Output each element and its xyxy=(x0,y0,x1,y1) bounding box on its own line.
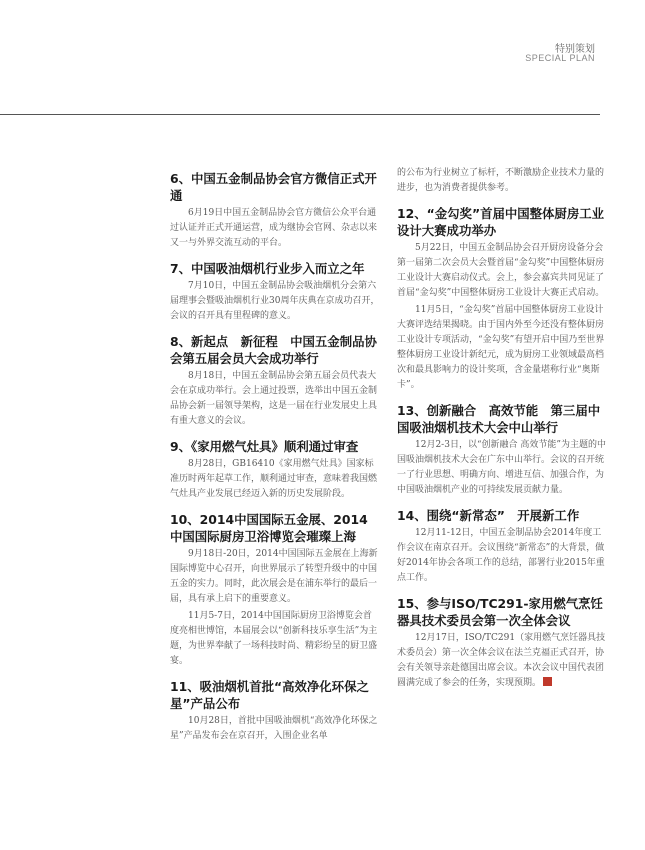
left-column xyxy=(170,170,380,753)
news-paragraph: 12月17日，ISO/TC291（家用燃气烹饪器具技术委员会）第一次全体会议在法兰克福正式召开，协会有关领导亲赴德国出席会议。本次会议中国代表团圆满完成了参会的任务，实现预期。 xyxy=(397,633,606,688)
news-item-7 xyxy=(170,260,380,324)
news-paragraph: 6月19日中国五金制品协会官方微信公众平台通过认证并正式开通运营，成为继协会官网、杂志以来又一与外界交流互动的平台。 xyxy=(170,208,378,248)
section-label-en: SPECIAL PLAN xyxy=(525,53,595,63)
news-title: 12、“金勾奖”首届中国整体厨房工业设计大赛成功举办 xyxy=(397,206,604,238)
news-item-11-continued xyxy=(397,166,607,196)
news-title: 10、2014中国国际五金展、2014中国国际厨房卫浴博览会璀璨上海 xyxy=(170,512,368,544)
news-paragraph: 12月2-3日，以“创新融合 高效节能”为主题的中国吸油烟机技术大会在广东中山举行。会议的召开统一了行业思想、明确方向、增进互信、加强合作，为中国吸油烟机产业的可持续发展贡献力量。 xyxy=(397,440,607,495)
news-title: 15、参与ISO/TC291-家用燃气烹饪器具技术委员会第一次全体会议 xyxy=(397,596,603,628)
news-item-11 xyxy=(170,678,380,744)
news-paragraph: 8月28日，GB16410《家用燃气灶具》国家标准历时两年起草工作，顺利通过审查，意味着我国燃气灶具产业发展已经迈入新的历史发展阶段。 xyxy=(170,459,378,499)
news-item-13 xyxy=(397,402,607,498)
news-title: 13、创新融合 高效节能 第三届中国吸油烟机技术大会中山举行 xyxy=(397,403,601,435)
section-label-cn: 特别策划 xyxy=(555,44,595,55)
news-title: 14、围绕“新常态” 开展新工作 xyxy=(397,508,580,523)
right-column xyxy=(397,166,607,700)
news-title: 6、中国五金制品协会官方微信正式开通 xyxy=(170,171,377,203)
news-item-6 xyxy=(170,170,380,251)
news-paragraph: 11月5-7日，2014中国国际厨房卫浴博览会首度亮相世博馆，本届展会以“创新科技乐享生活”为主题，为世界奉献了一场科技时尚、精彩纷呈的厨卫盛宴。 xyxy=(170,611,378,666)
news-paragraph-continued: 的公布为行业树立了标杆，不断激励企业技术力量的进步，也为消费者提供参考。 xyxy=(397,168,605,193)
news-paragraph: 12月11-12日，中国五金制品协会2014年度工作会议在南京召开。会议围绕“新常态”的大背景，做好2014年协会各项工作的总结，部署行业2015年重点工作。 xyxy=(397,528,605,583)
news-paragraph: 10月28日，首批中国吸油烟机“高效净化环保之星”产品发布会在京召开，入围企业名单 xyxy=(170,716,378,741)
news-item-15 xyxy=(397,595,607,691)
news-item-8 xyxy=(170,333,380,429)
news-title: 7、中国吸油烟机行业步入而立之年 xyxy=(170,261,365,276)
news-title: 8、新起点 新征程 中国五金制品协会第五届会员大会成功举行 xyxy=(170,334,377,366)
news-paragraph: 9月18日-20日，2014中国国际五金展在上海新国际博览中心召开，向世界展示了转型升级中的中国五金的实力。同时，此次展会是在浦东举行的最后一届，具有承上启下的重要意义。 xyxy=(170,549,378,604)
news-title: 11、吸油烟机首批“高效净化环保之星”产品公布 xyxy=(170,679,369,711)
end-mark-icon xyxy=(543,677,552,686)
news-title: 9、《家用燃气灶具》顺利通过审查 xyxy=(170,439,359,454)
news-item-9 xyxy=(170,438,380,502)
news-paragraph: 8月18日，中国五金制品协会第五届会员代表大会在京成功举行。会上通过投票，选举出中国五金制品协会新一届领导架构，这是一届在行业发展史上具有重大意义的会议。 xyxy=(170,371,378,426)
header-divider xyxy=(0,114,600,115)
news-item-14 xyxy=(397,507,607,586)
news-paragraph: 7月10日，中国五金制品协会吸油烟机分会第六届理事会暨吸油烟机行业30周年庆典在京成功召开，会议的召开具有里程碑的意义。 xyxy=(170,281,380,321)
news-item-12 xyxy=(397,205,607,393)
news-paragraph: 11月5日，“金勾奖”首届中国整体厨房工业设计大赛评选结果揭晓。由于国内外至今还没有整体厨房工业设计专项活动，“金勾奖”有望开启中国乃至世界整体厨房工业设计新纪元，成为厨房工业领域最高档次和最具影响力的设计奖项，含金量堪称行业“奥斯卡”。 xyxy=(397,305,605,390)
news-item-10 xyxy=(170,511,380,669)
news-paragraph-final xyxy=(397,631,607,691)
news-paragraph: 5月22日，中国五金制品协会召开厨房设备分会第一届第二次会员大会暨首届“金勾奖”中国整体厨房工业设计大赛启动仪式。会上，参会嘉宾共同见证了首届“金勾奖”中国整体厨房工业设计大赛正式启动。 xyxy=(397,243,605,298)
